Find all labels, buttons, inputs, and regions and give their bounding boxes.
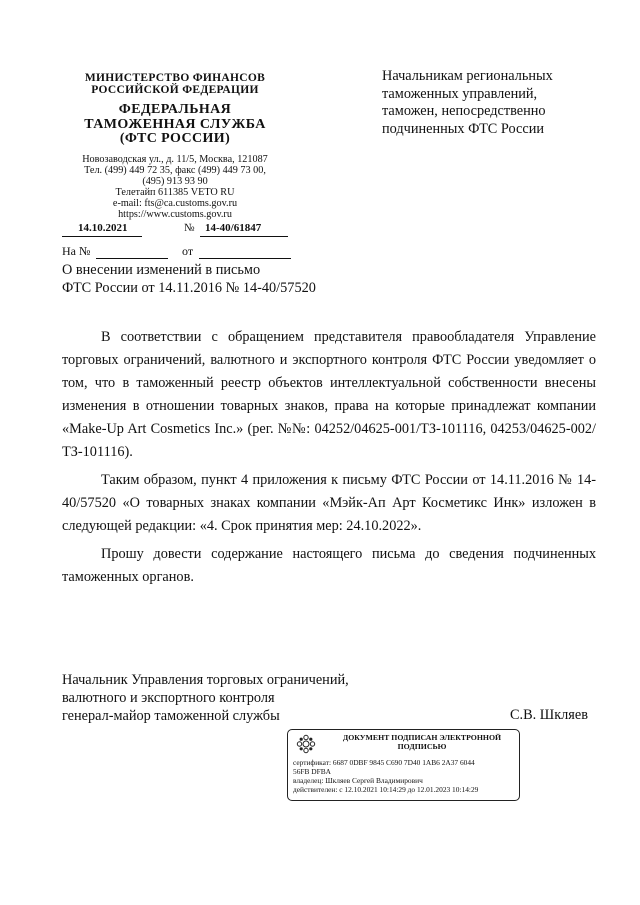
e-signature-stamp: [287, 729, 520, 801]
number-sign: №: [184, 222, 195, 234]
phone: Тел. (499) 449 72 35, факс (499) 449 73 00,: [84, 164, 266, 176]
emblem-icon: [295, 734, 317, 754]
recipient-block: [382, 68, 602, 138]
stamp-details: [293, 758, 517, 794]
recipient-line-3: таможен, непосредственно: [382, 103, 546, 119]
from-underline: [199, 258, 291, 259]
ministry-name: МИНИСТЕРСТВО ФИНАНСОВ: [84, 72, 266, 84]
from-label: от: [182, 244, 194, 258]
stamp-certificate-2: 56FB DFBA: [293, 767, 331, 776]
number-underline: [200, 236, 288, 237]
stamp-title-line-2: ПОДПИСЬЮ: [397, 742, 447, 751]
letter-body: [62, 326, 596, 589]
subject-line-2: ФТС России от 14.11.2016 № 14-40/57520: [62, 280, 316, 296]
ref-label: На №: [62, 244, 91, 258]
website: https://www.customs.gov.ru: [118, 208, 232, 220]
stamp-certificate: сертификат: 6687 0DBF 9845 C690 7D40 1AB6 2A37 6044: [293, 758, 475, 767]
subject-line-1: О внесении изменений в письмо: [62, 262, 261, 278]
subject: [62, 261, 316, 297]
ref-underline: [96, 258, 168, 259]
phone-2: (495) 913 93 90: [142, 175, 208, 187]
signatory-name: С.В. Шкляев: [510, 707, 588, 723]
letter-date: 14.10.2021: [78, 222, 128, 234]
service-name: [40, 103, 310, 147]
recipient-line-2: таможенных управлений,: [382, 85, 538, 102]
service-line-1: ФЕДЕРАЛЬНАЯ: [118, 102, 232, 117]
recipient-line-1: Начальникам региональных: [382, 68, 553, 84]
letterhead: [40, 72, 310, 220]
service-line-3: (ФТС РОССИИ): [119, 131, 231, 146]
service-line-2: ТАМОЖЕННАЯ СЛУЖБА: [84, 116, 266, 132]
stamp-title: [326, 733, 518, 751]
recipient-line-4: подчиненных ФТС России: [382, 120, 545, 137]
letter-number: 14-40/61847: [205, 222, 262, 234]
address: Новозаводская ул., д. 11/5, Москва, 121087: [82, 153, 268, 165]
signatory-title: [62, 671, 349, 725]
date-underline: [62, 236, 142, 237]
stamp-validity: действителен: с 12.10.2021 10:14:29 до 12.01.2023 10:14:29: [293, 785, 479, 794]
signatory-line-3: генерал-майор таможенной службы: [62, 708, 280, 724]
telex: Телетайп 611385 VETO RU: [115, 186, 235, 198]
email: e-mail: fts@ca.customs.gov.ru: [112, 197, 238, 209]
signatory-line-2: валютного и экспортного контроля: [62, 690, 275, 706]
stamp-owner: владелец: Шкляев Сергей Владимирович: [293, 776, 423, 785]
paragraph-3: Прошу довести содержание настоящего письма до сведения подчиненных таможенных органов.: [62, 546, 596, 585]
paragraph-2: Таким образом, пункт 4 приложения к письму ФТС России от 14.11.2016 № 14-40/57520 «О товарных знаках компании «Мэйк-Ап Арт Косметикс Инк» изложен в следующей редакции: «4. Срок принятия мер: 24.10.2022».: [62, 472, 596, 534]
paragraph-1: В соответствии с обращением представителя правообладателя Управление торговых ограничений, валютного и экспортного контроля ФТС России уведомляет о том, что в таможенный реестр объектов интеллектуальной собственности внесены изменения в отношении товарных знаков, права на которые принадлежат компании «Make-Up Art Cosmetics Inc.» (рег. №№: 04252/04625-001/ТЗ-101116, 04253/04625-002/ТЗ-101116).: [62, 329, 596, 460]
stamp-title-line-1: ДОКУМЕНТ ПОДПИСАН ЭЛЕКТРОННОЙ: [342, 733, 502, 742]
contact-block: [40, 154, 310, 220]
federation-name: РОССИЙСКОЙ ФЕДЕРАЦИИ: [91, 84, 259, 96]
signatory-line-1: Начальник Управления торговых ограничений,: [62, 672, 349, 688]
